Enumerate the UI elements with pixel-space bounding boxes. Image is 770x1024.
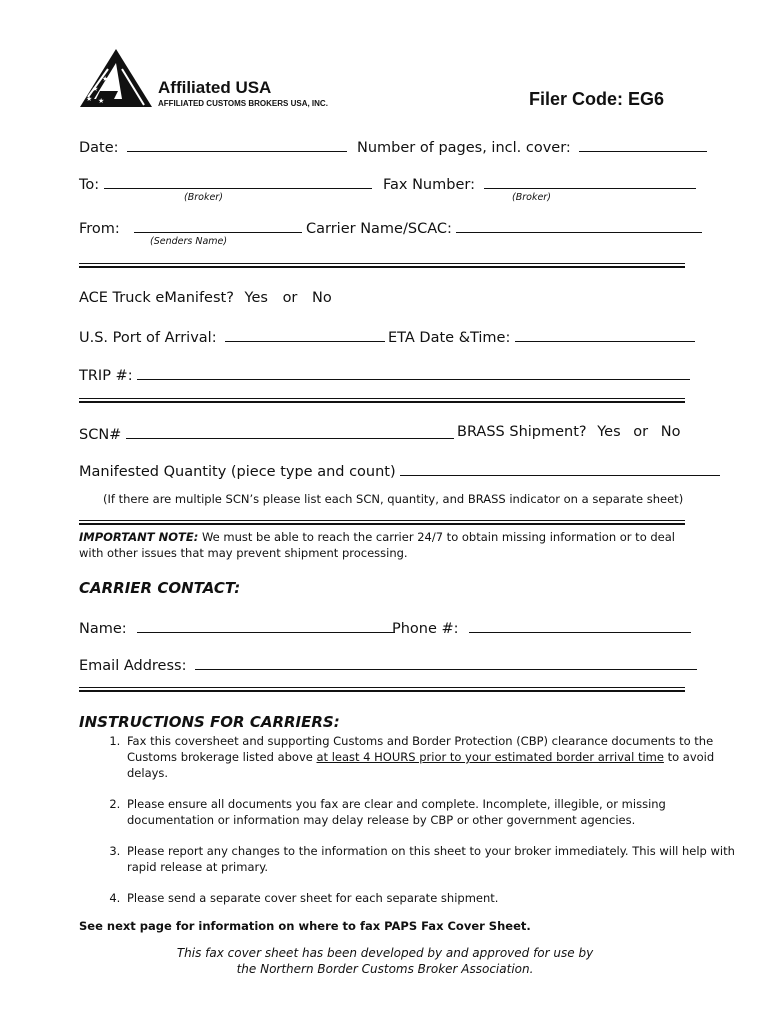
phone-field[interactable] xyxy=(469,618,691,633)
port-field[interactable] xyxy=(225,327,385,342)
contact-name-label: Name: xyxy=(79,621,127,637)
from-row xyxy=(79,218,302,237)
instruction-item: 2. Please ensure all documents you fax are clear and complete. Incomplete, illegible, or missing documentation or information may delay release by CBP or other government agencies. xyxy=(124,796,736,828)
svg-text:★: ★ xyxy=(92,85,99,93)
svg-text:★: ★ xyxy=(86,95,93,103)
brass-or: or xyxy=(633,424,649,440)
port-row xyxy=(79,327,385,346)
pages-row xyxy=(357,137,707,156)
email-field[interactable] xyxy=(195,655,697,670)
important-note xyxy=(79,529,679,561)
eta-row xyxy=(388,327,695,346)
brass-no[interactable]: No xyxy=(660,424,681,440)
date-row xyxy=(79,137,347,156)
pages-label: Number of pages, incl. cover: xyxy=(357,140,571,156)
instruction-item xyxy=(124,733,736,781)
important-label: IMPORTANT NOTE: xyxy=(79,530,199,544)
carrier-field[interactable] xyxy=(456,218,702,233)
manifest-row xyxy=(79,461,720,480)
manifest-field[interactable] xyxy=(400,461,720,476)
ace-no[interactable]: No xyxy=(312,290,332,306)
divider xyxy=(79,520,685,521)
carrier-label: Carrier Name/SCAC: xyxy=(306,221,452,237)
fax-row xyxy=(383,174,696,193)
ace-label: ACE Truck eManifest? xyxy=(79,290,234,306)
ace-or: or xyxy=(282,290,298,306)
from-label: From: xyxy=(79,221,120,237)
divider xyxy=(79,690,685,692)
multiple-scn-note: (If there are multiple SCN’s please list each SCN, quantity, and BRASS indicator on a separate sheet) xyxy=(103,492,684,506)
svg-text:★: ★ xyxy=(102,75,109,83)
manifest-label: Manifested Quantity (piece type and count) xyxy=(79,464,396,480)
instruction-emphasis: at least 4 HOURS prior to your estimated border arrival time xyxy=(316,750,664,764)
divider xyxy=(79,401,685,403)
company-name: Affiliated USA xyxy=(158,78,272,97)
instructions-list xyxy=(79,733,736,921)
eta-field[interactable] xyxy=(515,327,695,342)
filer-code: Filer Code: EG6 xyxy=(529,89,665,109)
contact-name-row xyxy=(79,618,395,637)
port-label: U.S. Port of Arrival: xyxy=(79,330,217,346)
next-page-note: See next page for information on where to fax PAPS Fax Cover Sheet. xyxy=(79,919,531,933)
carrier-row xyxy=(306,218,702,237)
trip-field[interactable] xyxy=(137,365,690,380)
senders-note: (Senders Name) xyxy=(150,236,228,247)
divider xyxy=(79,266,685,268)
contact-name-field[interactable] xyxy=(137,618,395,633)
instruction-item: 3. Please report any changes to the information on this sheet to your broker immediately. This will help with rapid release at primary. xyxy=(124,843,736,875)
footer-line-1: This fax cover sheet has been developed by and approved for use by xyxy=(176,946,594,960)
email-label: Email Address: xyxy=(79,658,187,674)
scn-label: SCN# xyxy=(79,427,122,443)
ace-yes[interactable]: Yes xyxy=(244,290,268,306)
divider xyxy=(79,687,685,688)
scn-row xyxy=(79,424,454,443)
instruction-text: Fax this coversheet and supporting Customs and Border Protection (CBP) clearance documents to the Customs brokerage listed above xyxy=(127,734,714,764)
divider xyxy=(79,398,685,399)
pages-field[interactable] xyxy=(579,137,707,152)
footer-line-2: the Northern Border Customs Broker Association. xyxy=(236,962,534,976)
brass-row xyxy=(457,424,680,440)
date-field[interactable] xyxy=(127,137,347,152)
to-row xyxy=(79,174,372,193)
phone-row xyxy=(392,618,691,637)
email-row xyxy=(79,655,697,674)
to-label: To: xyxy=(79,177,100,193)
instruction-item: 4. Please send a separate cover sheet for each separate shipment. xyxy=(124,890,736,906)
brass-yes[interactable]: Yes xyxy=(597,424,621,440)
date-label: Date: xyxy=(79,140,119,156)
brass-label: BRASS Shipment? xyxy=(457,424,587,440)
phone-label: Phone #: xyxy=(392,621,459,637)
scn-field[interactable] xyxy=(126,424,454,439)
ace-row xyxy=(79,290,332,306)
to-broker-note: (Broker) xyxy=(184,192,223,203)
to-field[interactable] xyxy=(104,174,372,189)
trip-row xyxy=(79,365,690,384)
from-field[interactable] xyxy=(134,218,302,233)
eta-label: ETA Date &Time: xyxy=(388,330,511,346)
svg-text:★: ★ xyxy=(98,97,105,105)
instruction-text: to avoid delays. xyxy=(127,750,715,780)
instructions-heading: INSTRUCTIONS FOR CARRIERS: xyxy=(79,713,340,731)
trip-label: TRIP #: xyxy=(79,368,133,384)
important-text: We must be able to reach the carrier 24/7 to obtain missing information or to deal with other issues that may prevent shipment processing. xyxy=(79,530,675,560)
fax-broker-note: (Broker) xyxy=(512,192,551,203)
carrier-contact-heading: CARRIER CONTACT: xyxy=(79,579,241,597)
divider xyxy=(79,263,685,264)
company-logo-icon xyxy=(78,47,154,109)
company-subtitle: AFFILIATED CUSTOMS BROKERS USA, INC. xyxy=(158,99,328,108)
fax-label: Fax Number: xyxy=(383,177,475,193)
divider xyxy=(79,523,685,525)
fax-field[interactable] xyxy=(484,174,696,189)
